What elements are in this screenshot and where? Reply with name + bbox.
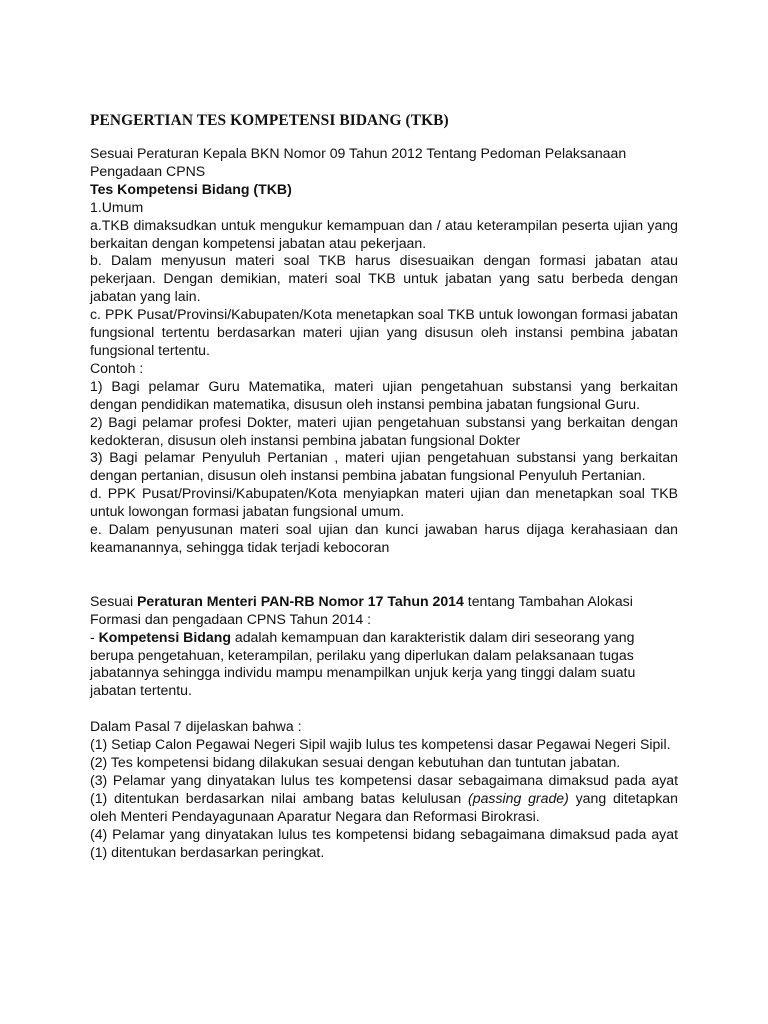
section2-prefix: Sesuai (90, 592, 138, 609)
section1-intro: Sesuai Peraturan Kepala BKN Nomor 09 Tahun 2012 Tentang Pedoman Pelaksanaan Pengadaan CPNS (90, 145, 627, 179)
passing-grade-term: (passing grade) (468, 789, 569, 806)
section2-paragraph (90, 593, 678, 629)
section2-suffix: tentang Tambahan Alokasi Formasi dan pengadaan CPNS Tahun 2014 : (90, 592, 633, 627)
definition-text: adalah kemampuan dan karakteristik dalam diri seseorang yang berupa pengetahuan, keterampilan, perilaku yang diperlukan dalam pelaksanaan tugas jabatannya sehingga individu mampu menampilkan unjuk kerja yang tinggi dalam suatu jabatan tertentu. (90, 628, 636, 699)
document-title: PENGERTIAN TES KOMPETENSI BIDANG (TKB) (90, 112, 449, 129)
pasal-item: (1) Setiap Calon Pegawai Negeri Sipil wajib lulus tes kompetensi dasar Pegawai Negeri Sipil. (90, 736, 671, 753)
list-item: d. PPK Pusat/Provinsi/Kabupaten/Kota menyiapkan materi ujian dan menetapkan soal TKB untuk lowongan formasi jabatan fungsional umum. (90, 485, 678, 520)
pasal-item-text: yang ditetapkan oleh Menteri Pendayagunaan Aparatur Negara dan Reformasi Birokrasi. (90, 789, 678, 824)
definition-dash: - (90, 628, 99, 645)
list-item: Contoh : (90, 359, 144, 376)
list-item: 2) Bagi pelamar profesi Dokter, materi ujian pengetahuan substansi yang berkaitan dengan kedokteran, disusun oleh instansi pembina jabatan fungsional Dokter (90, 413, 678, 448)
list-item: a.TKB dimaksudkan untuk mengukur kemampuan dan / atau keterampilan peserta ujian yang berkaitan dengan kompetensi jabatan atau pekerjaan. (90, 216, 678, 251)
list-item: 3) Bagi pelamar Penyuluh Pertanian , materi ujian pengetahuan substansi yang berkaitan dengan pertanian, disusun oleh instansi pembina jabatan fungsional Penyuluh Pertanian. (90, 449, 678, 484)
pasal-item (90, 772, 678, 826)
list-item: c. PPK Pusat/Provinsi/Kabupaten/Kota menetapkan soal TKB untuk lowongan formasi jabatan fungsional tertentu berdasarkan materi ujian yang disusun oleh instansi pembina jabatan fungsional tertentu. (90, 306, 678, 358)
document-page (90, 111, 678, 862)
section3-intro: Dalam Pasal 7 dijelaskan bahwa : (90, 718, 302, 735)
pasal-item-text: (3) Pelamar yang dinyatakan lulus tes kompetensi dasar sebagaimana dimaksud pada ayat (1) ditentukan berdasarkan nilai ambang batas kelulusan (90, 772, 678, 806)
pasal-item: (2) Tes kompetensi bidang dilakukan sesuai dengan kebutuhan dan tuntutan jabatan. (90, 754, 621, 771)
list-item: 1) Bagi pelamar Guru Matematika, materi ujian pengetahuan substansi yang berkaitan dengan pendidikan matematika, disusun oleh instansi pembina jabatan fungsional Guru. (90, 377, 678, 412)
list-item: b. Dalam menyusun materi soal TKB harus disesuaikan dengan formasi jabatan atau pekerjaan. Dengan demikian, materi soal TKB untuk jabatan yang satu berbeda dengan jabatan yang lain. (90, 252, 678, 305)
definition-term: Kompetensi Bidang (98, 628, 231, 645)
list-item: e. Dalam penyusunan materi soal ujian dan kunci jawaban harus dijaga kerahasiaan dan keamanannya, sehingga tidak terjadi kebocoran (90, 521, 678, 555)
spacer (90, 700, 678, 718)
section1-heading: Tes Kompetensi Bidang (TKB) (90, 180, 292, 197)
spacer (90, 557, 678, 593)
regulation-reference: Peraturan Menteri PAN-RB Nomor 17 Tahun 2014 (137, 592, 464, 609)
pasal-item: (4) Pelamar yang dinyatakan lulus tes kompetensi bidang sebagaimana dimaksud pada ayat (1) ditentukan berdasarkan peringkat. (90, 825, 678, 860)
section1-umum: 1.Umum (90, 198, 144, 215)
definition-paragraph (90, 629, 678, 701)
